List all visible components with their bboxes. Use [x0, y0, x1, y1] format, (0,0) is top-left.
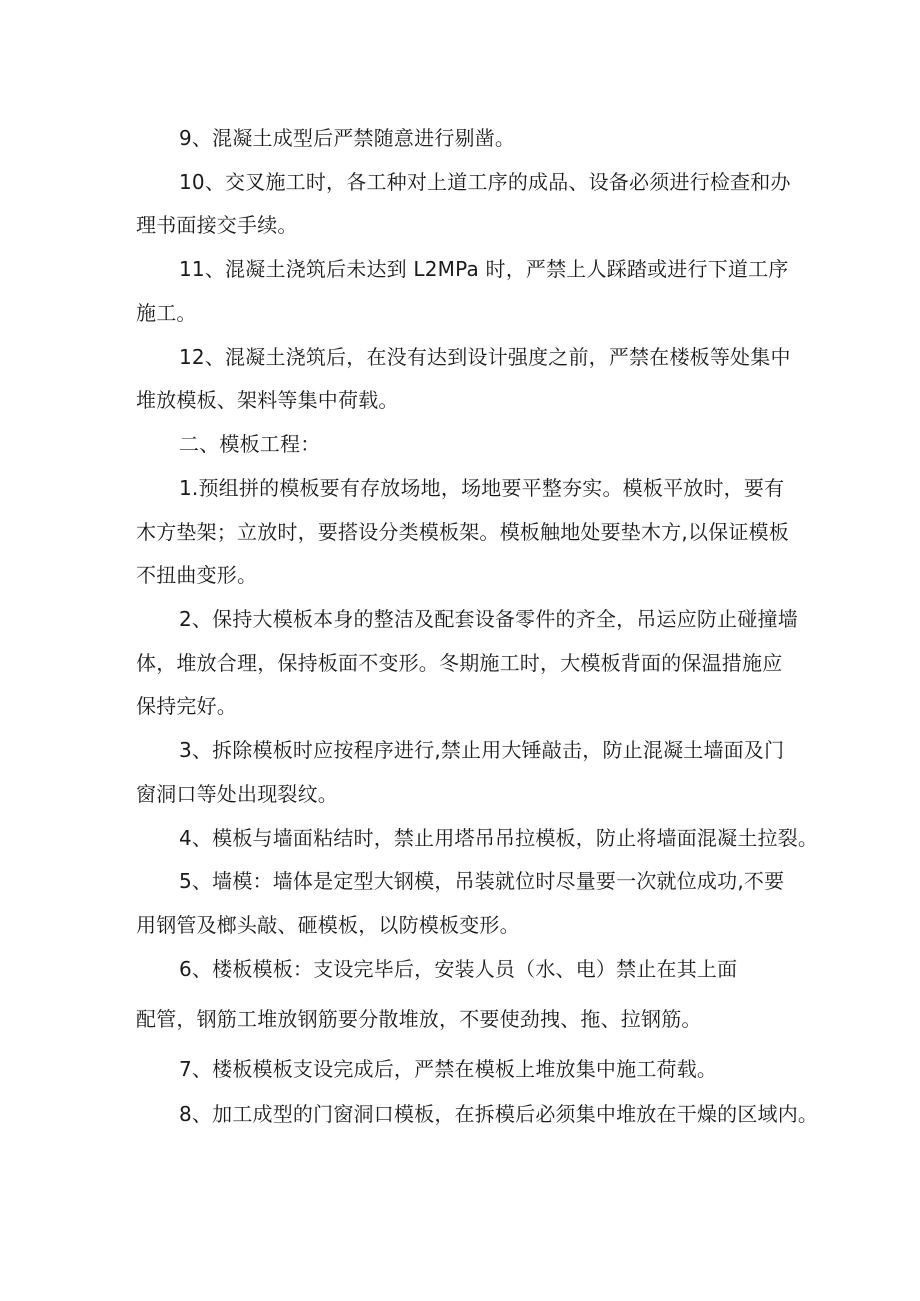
item-12-line-1: 12、混凝土浇筑后，在没有达到设计强度之前，严禁在楼板等处集中 [179, 345, 791, 369]
item-10-line-2: 理书面接交手续。 [136, 213, 298, 237]
formwork-3-line-2: 窗洞口等处出现裂纹。 [136, 782, 338, 806]
formwork-7: 7、楼板模板支设完成后，严禁在模板上堆放集中施工荷载。 [179, 1057, 718, 1081]
formwork-2-line-2: 体，堆放合理，保持板面不变形。冬期施工时，大模板背面的保温措施应 [136, 651, 783, 675]
formwork-6-line-2: 配管，钢筋工堆放钢筋要分散堆放，不要使劲拽、拖、拉钢筋。 [136, 1007, 702, 1031]
item-9: 9、混凝土成型后严禁随意进行剔凿。 [179, 126, 516, 150]
item-10-line-1: 10、交叉施工时，各工种对上道工序的成品、设备必须进行检查和办 [179, 170, 791, 194]
formwork-1-line-3: 不扭曲变形。 [136, 563, 258, 587]
item-11-line-1: 11、混凝土浇筑后未达到 L2MPa 时，严禁上人踩踏或进行下道工序 [179, 257, 789, 281]
formwork-1-line-2: 木方垫架；立放时，要搭设分类模板架。模板触地处要垫木方,以保证模板 [136, 520, 789, 544]
formwork-5-line-1: 5、墙模：墙体是定型大钢模，吊装就位时尽量要一次就位成功,不要 [179, 869, 785, 893]
formwork-4: 4、模板与墙面粘结时，禁止用塔吊吊拉模板，防止将墙面混凝土拉裂。 [179, 826, 819, 850]
formwork-8: 8、加工成型的门窗洞口模板，在拆模后必须集中堆放在干燥的区域内。 [179, 1102, 819, 1126]
section-heading: 二、模板工程： [179, 432, 321, 456]
formwork-2-line-1: 2、保持大模板本身的整洁及配套设备零件的齐全，吊运应防止碰撞墙 [179, 607, 798, 631]
formwork-5-line-2: 用钢管及榔头敲、砸模板，以防模板变形。 [136, 913, 520, 937]
formwork-6-line-1: 6、楼板模板：支设完毕后，安装人员（水、电）禁止在其上面 [179, 957, 738, 981]
formwork-2-line-3: 保持完好。 [136, 694, 237, 718]
formwork-1-line-1: 1.预组拼的模板要有存放场地，场地要平整夯实。模板平放时，要有 [179, 476, 785, 500]
formwork-3-line-1: 3、拆除模板时应按程序进行,禁止用大锤敲击，防止混凝土墙面及门 [179, 738, 785, 762]
item-11-line-2: 施工。 [136, 301, 197, 325]
item-12-line-2: 堆放模板、架料等集中荷载。 [136, 388, 399, 412]
